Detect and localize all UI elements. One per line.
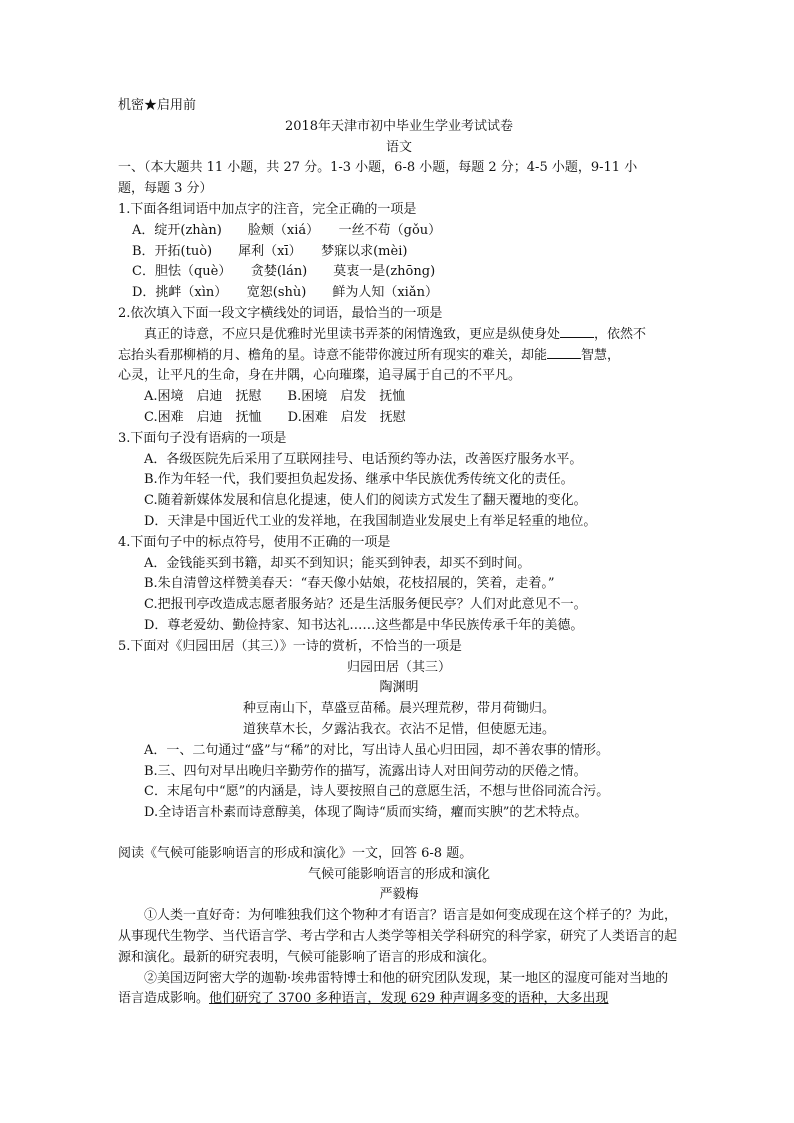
- question-2-passage-line-2: [118, 346, 680, 367]
- subject-title: 语文: [385, 139, 412, 155]
- question-2-options-row-2: C.困难 启迪 抚恤 D.困难 启发 抚慰: [144, 409, 406, 425]
- question-5-option-b: B.三、四句对早出晚归辛勤劳作的描写，流露出诗人对田间劳动的厌倦之情。: [144, 763, 587, 779]
- passage-text: ，依然不: [594, 326, 647, 342]
- question-3-option-d: D．天津是中国近代工业的发祥地，在我国制造业发展史上有举足轻重的地位。: [144, 513, 597, 529]
- exam-title: 2018年天津市初中毕业生学业考试试卷: [284, 118, 514, 134]
- reading-intro: 阅读《气候可能影响语言的形成和演化》一文，回答 6-8 题。: [118, 845, 473, 861]
- question-3-option-a: A．各级医院先后采用了互联网挂号、电话预约等办法，改善医疗服务水平。: [144, 451, 583, 467]
- question-5-option-c: C．末尾句中“愿”的内涵是，诗人要按照自己的意愿生活，不想与世俗同流合污。: [144, 784, 610, 800]
- question-1-option-a: A．绽开(zhàn) 脸颊（xiá） 一丝不苟（gǒu）: [132, 222, 442, 238]
- question-1-option-b: B．开拓(tuò) 犀利（xī） 梦寐以求(mèi): [132, 243, 408, 259]
- question-5-stem: 5.下面对《归园田居（其三）》一诗的赏析，不恰当的一项是: [118, 638, 462, 654]
- question-2-options-row-1: A.困境 启迪 抚慰 B.困境 启发 抚恤: [144, 389, 406, 405]
- poem-title: 归园田居（其三）: [346, 659, 451, 675]
- question-2-stem: 2.依次填入下面一段文字横线处的词语，最恰当的一项是: [118, 305, 443, 321]
- answer-blank-1[interactable]: [560, 325, 594, 338]
- question-3-option-c: C.随着新媒体发展和信息化提速，使人们的阅读方式发生了翻天覆地的变化。: [144, 493, 587, 509]
- exam-page: [118, 96, 680, 1010]
- answer-blank-2[interactable]: [547, 346, 581, 359]
- question-5-option-a: A．一、二句通过“盛”与“稀”的对比，写出诗人虽心归田园，却不善农事的情形。: [144, 742, 609, 758]
- section-intro-line-2: 题，每题 3 分）: [118, 181, 213, 197]
- passage-text: 忘抬头看那柳梢的月、檐角的星。诗意不能带你渡过所有现实的难关，却能: [118, 347, 548, 363]
- question-1-stem: 1.下面各组词语中加点字的注音，完全正确的一项是: [118, 201, 417, 217]
- question-4-option-d: D．尊老爱幼、勤俭持家、知书达礼……这些都是中华民族传承千年的美德。: [144, 617, 584, 633]
- question-3-stem: 3.下面句子没有语病的一项是: [118, 430, 287, 446]
- question-4-option-b: B.朱自清曾这样赞美春天：“春天像小姑娘，花枝招展的，笑着，走着。”: [144, 576, 555, 592]
- poem-line-2: 道狭草木长，夕露沾我衣。衣沾不足惜，但使愿无违。: [242, 721, 555, 737]
- question-2-passage-line-3: 心灵，让平凡的生命，身在井隅，心向璀璨，追寻属于自己的不平凡。: [118, 368, 522, 384]
- question-4-stem: 4.下面句子中的标点符号，使用不正确的一项是: [118, 534, 391, 550]
- underlined-sentence: 他们研究了 3700 多种语言，发现 629 种声调多变的语种，大多出现: [209, 991, 609, 1007]
- secret-mark: 机密★启用前: [118, 98, 197, 113]
- question-1-option-d: D．挑衅（xìn） 宽恕(shù) 鲜为人知（xiǎn）: [132, 285, 438, 301]
- article-paragraph-2: [118, 969, 680, 1011]
- passage-text: 真正的诗意，不应只是优雅时光里读书弄茶的闲情逸致，更应是纵使身处: [144, 326, 561, 342]
- question-4-option-a: A．金钱能买到书籍，却买不到知识；能买到钟表，却买不到时间。: [144, 555, 531, 571]
- question-5-option-d: D.全诗语言朴素而诗意醇美，体现了陶诗“质而实绮，癯而实腴”的艺术特点。: [144, 805, 588, 821]
- question-3-option-b: B.作为年轻一代，我们要担负起发扬、继承中华民族优秀传统文化的责任。: [144, 472, 574, 488]
- section-intro-line-1: 一、（本大题共 11 小题，共 27 分。1-3 小题，6-8 小题，每题 2 分；4-5 小题，9-11 小: [118, 160, 638, 176]
- poem-line-1: 种豆南山下，草盛豆苗稀。晨兴理荒秽，带月荷锄归。: [242, 701, 555, 717]
- spacer: [118, 824, 680, 844]
- article-paragraph-1: ①人类一直好奇：为何唯独我们这个物种才有语言？语言是如何变成现在这个样子的？为此，从事现代生物学、当代语言学、考古学和古人类学等相关学科研究的科学家，研究了人类语言的起源和演化。最新的研究表明，气候可能影响了语言的形成和演化。: [118, 908, 678, 965]
- article-author: 严毅梅: [379, 887, 419, 903]
- question-4-option-c: C.把报刊亭改造成志愿者服务站？还是生活服务便民亭？人们对此意见不一。: [144, 597, 587, 613]
- paragraph-text: ②美国迈阿密大学的迦勒·埃弗雷特博士和他的研究团队发现，某一地区的湿度可能对当地的语言造成影响。: [118, 970, 669, 1007]
- question-1-option-c: C．胆怯（què） 贪婪(lán) 莫衷一是(zhōng): [132, 264, 436, 280]
- question-2-passage-line-1: [118, 325, 680, 346]
- article-title: 气候可能影响语言的形成和演化: [307, 866, 490, 882]
- poem-author: 陶渊明: [379, 680, 419, 696]
- passage-text: 智慧，: [581, 347, 621, 363]
